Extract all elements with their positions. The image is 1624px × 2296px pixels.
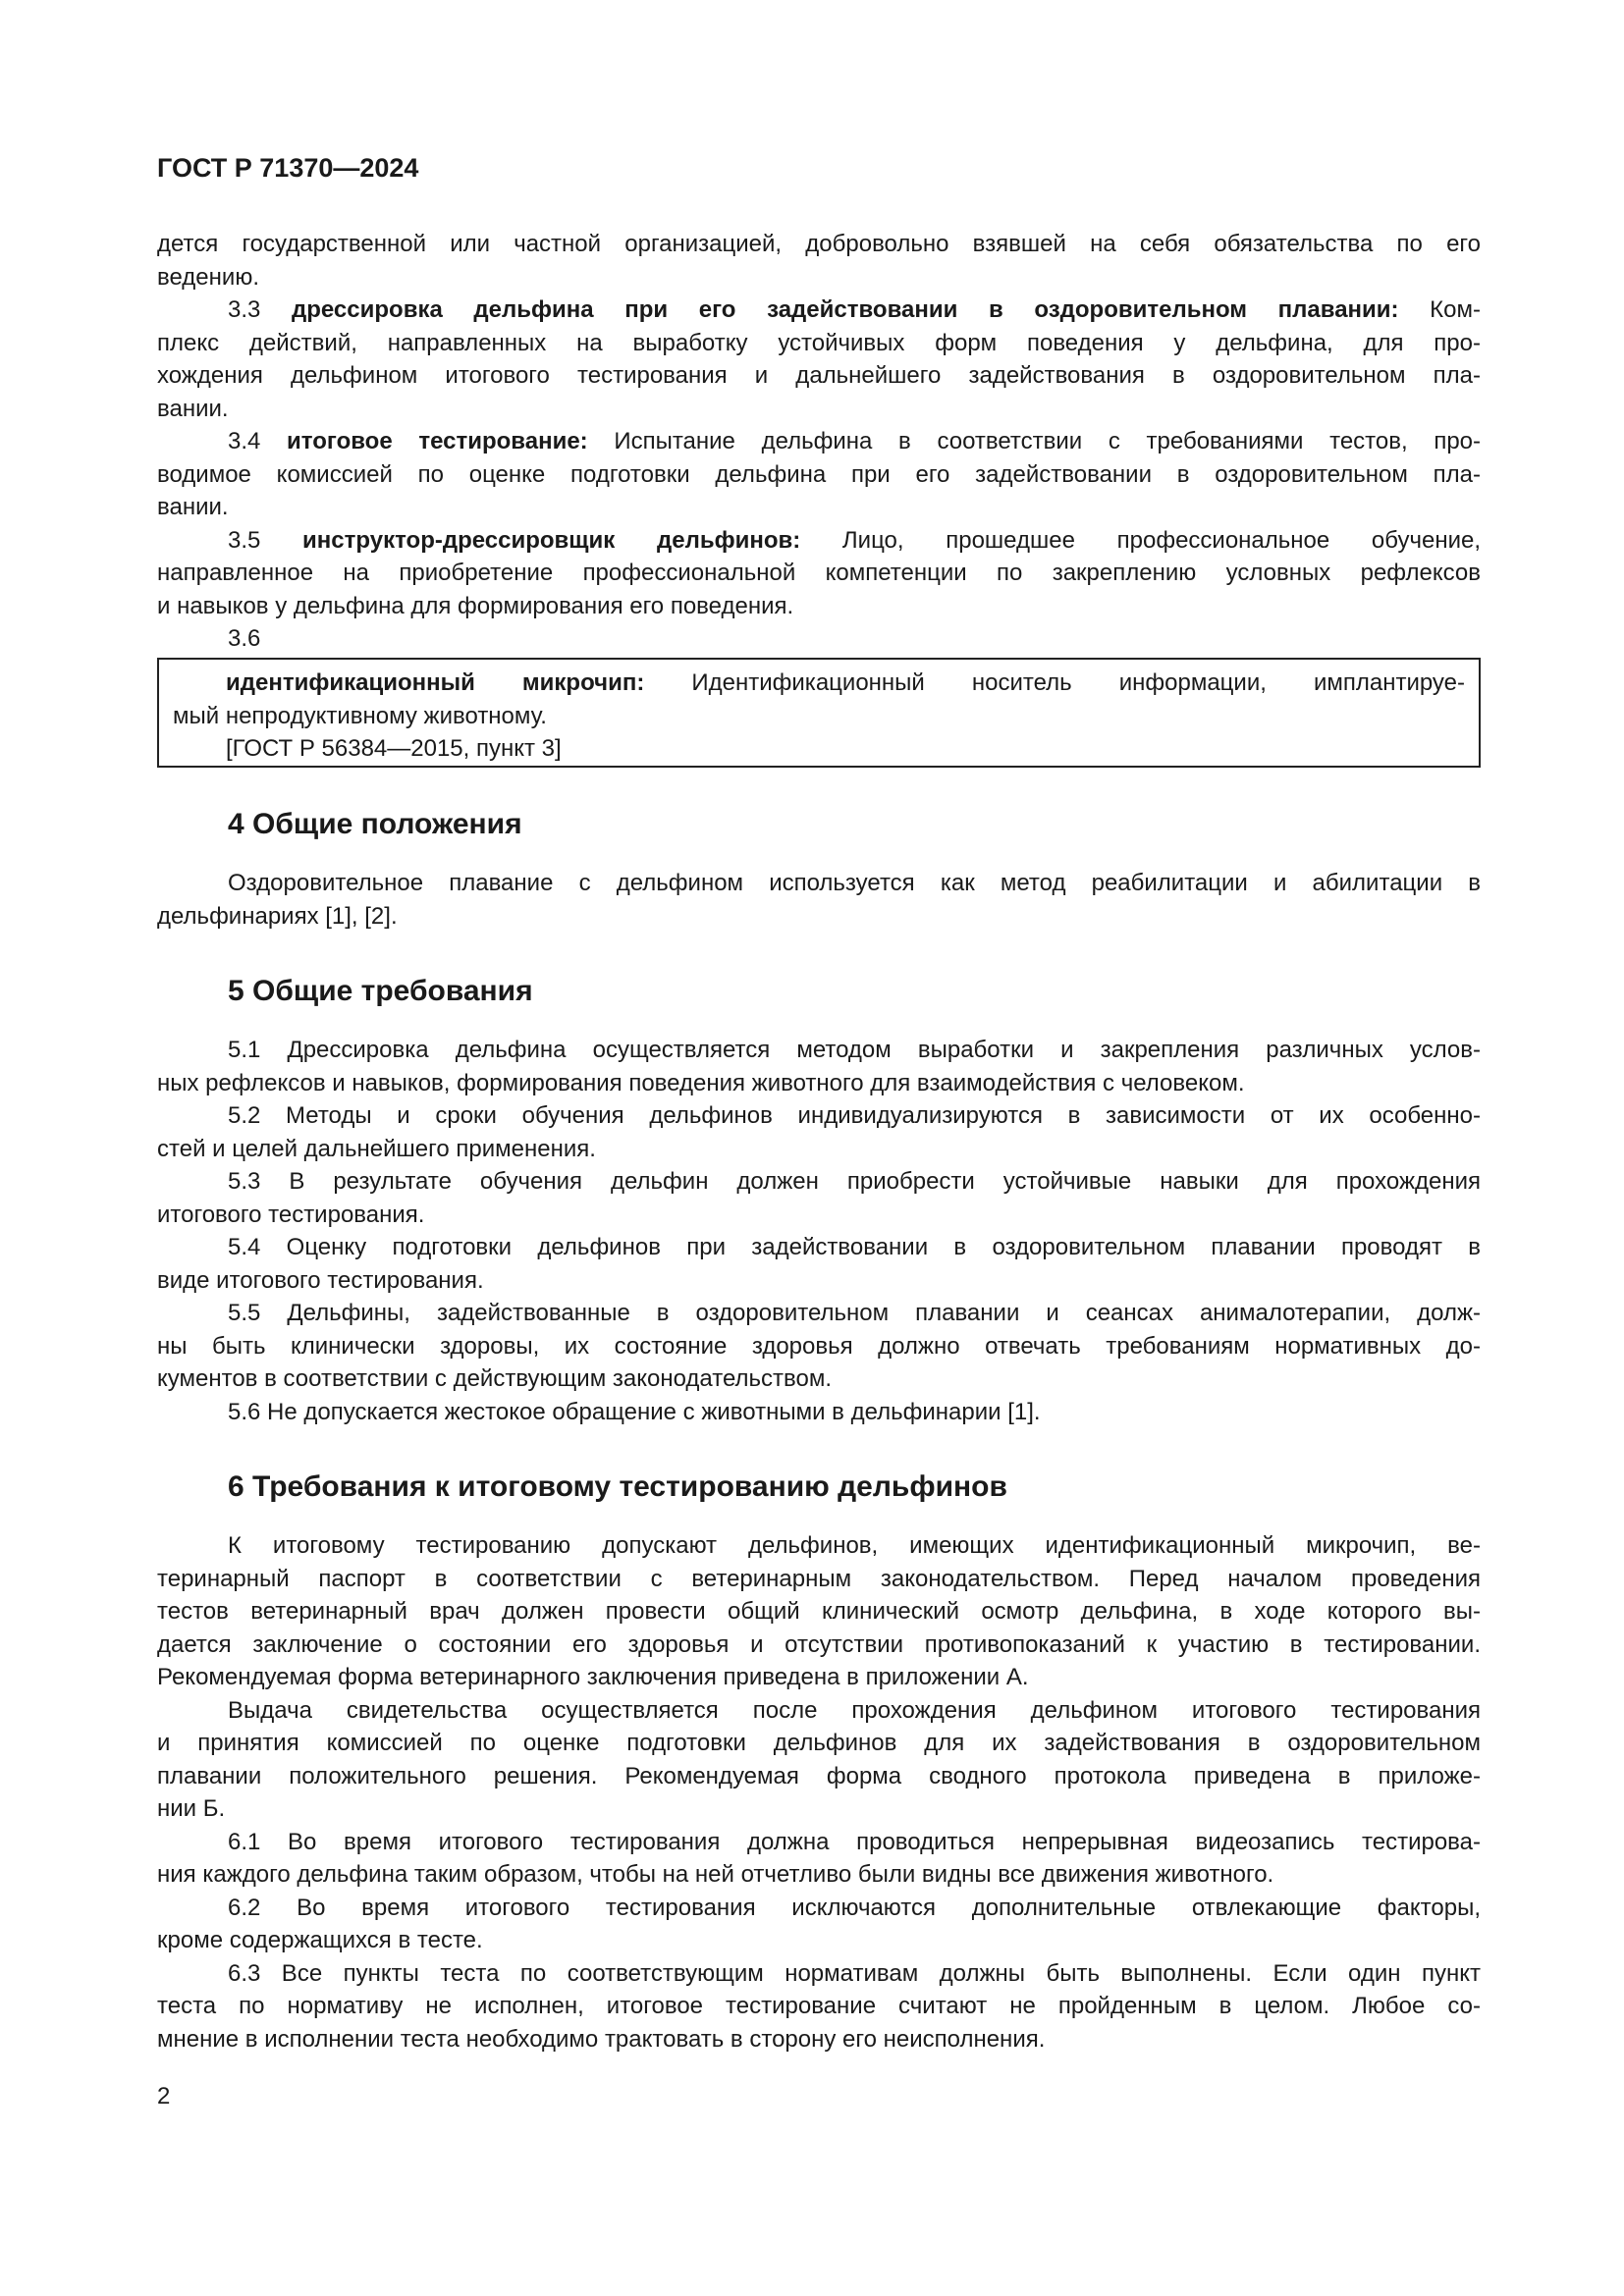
text-span: Ком- — [1398, 296, 1482, 323]
text-line — [157, 425, 1481, 458]
text-span: направленное на приобретение профессиональной компетенции по закреплению условных рефлексов — [157, 560, 1481, 586]
text-span: 5.1 Дрессировка дельфина осуществляется методом выработки и закрепления различных услов- — [228, 1037, 1481, 1063]
text-line — [157, 491, 1481, 524]
text-span: мнение в исполнении теста необходимо трактовать в сторону его неисполнения. — [157, 2025, 1046, 2053]
text-span: водимое комиссией по оценке подготовки дельфина при его задействовании в оздоровительном пла- — [157, 460, 1481, 488]
quoted-definition-box — [157, 658, 1481, 768]
text-line — [157, 393, 1481, 426]
text-line — [157, 458, 1481, 492]
text-span: теста по нормативу не исполнен, итоговое тестирование считают не пройденным в целом. Любое со- — [157, 1993, 1481, 2019]
text-line — [157, 1990, 1481, 2023]
text-span: и навыков у дельфина для формирования его поведения. — [157, 592, 794, 619]
text-span: ных рефлексов и навыков, формирования поведения животного для взаимодействия с человеком. — [157, 1069, 1245, 1096]
microchip-definition — [173, 667, 1465, 766]
defined-term: дрессировка дельфина при его задействовании в оздоровительном плавании: — [292, 296, 1399, 323]
text-line — [157, 1661, 1481, 1694]
text-span: [ГОСТ Р 56384—2015, пункт 3] — [226, 735, 562, 762]
text-span: вании. — [157, 395, 229, 422]
text-line — [157, 1727, 1481, 1760]
text-line — [157, 900, 1481, 934]
text-line — [157, 1760, 1481, 1793]
text-line — [157, 1034, 1481, 1067]
text-line — [157, 1892, 1481, 1925]
text-line — [157, 1231, 1481, 1264]
text-span: Выдача свидетельства осуществляется после прохождения дельфином итогового тестирования — [228, 1696, 1481, 1724]
section-5-heading: 5 Общие требования — [228, 975, 533, 1007]
text-span: 5.4 Оценку подготовки дельфинов при задействовании в оздоровительном плавании проводят в — [228, 1234, 1481, 1260]
text-span: 5.6 Не допускается жестокое обращение с животными в дельфинарии [1]. — [228, 1398, 1041, 1425]
text-span: 6.3 Все пункты теста по соответствующим нормативам должны быть выполнены. Если один пункт — [228, 1959, 1481, 1987]
section-6-heading: 6 Требования к итоговому тестированию дельфинов — [228, 1470, 1007, 1503]
text-span: кроме содержащихся в тесте. — [157, 1927, 483, 1953]
text-span: дельфинариях [1], [2]. — [157, 902, 398, 930]
text-span: 5.5 Дельфины, задействованные в оздоровительном плавании и сеансах анималотерапии, долж- — [228, 1300, 1481, 1326]
text-line — [157, 1330, 1481, 1363]
text-span: хождения дельфином итогового тестирования и дальнейшего задействования в оздоровительном пла- — [157, 362, 1481, 389]
text-line — [157, 524, 1481, 558]
text-span: К итоговому тестированию допускают дельфинов, имеющих идентификационный микрочип, ве- — [228, 1532, 1481, 1559]
text-line — [157, 261, 1481, 294]
section-4-body — [157, 867, 1481, 933]
text-span: нии Б. — [157, 1795, 226, 1822]
text-line — [157, 228, 1481, 261]
text-line — [173, 732, 1465, 766]
text-line — [157, 359, 1481, 393]
text-line — [157, 1924, 1481, 1957]
text-span: плекс действий, направленных на выработку устойчивых форм поведения у дельфина, для про- — [157, 329, 1481, 356]
text-line — [157, 1595, 1481, 1629]
definitions-section — [157, 228, 1481, 656]
text-span: 6.1 Во время итогового тестирования должна проводиться непрерывная видеозапись тестирова- — [228, 1828, 1481, 1855]
text-line — [173, 700, 1465, 733]
text-span: дается заключение о состоянии его здоровья и отсутствии противопоказаний к участию в тестировании. — [157, 1630, 1481, 1658]
text-span: Рекомендуемая форма ветеринарного заключения приведена в приложении А. — [157, 1664, 1029, 1690]
text-span: Испытание дельфина в соответствии с требованиями тестов, про- — [587, 428, 1482, 454]
text-span: 6.2 Во время итогового тестирования исключаются дополнительные отвлекающие факторы, — [228, 1894, 1481, 1921]
document-header-id: ГОСТ Р 71370—2024 — [157, 153, 419, 183]
text-span: дется государственной или частной организацией, добровольно взявшей на себя обязательства по его — [157, 231, 1481, 257]
text-line — [157, 1858, 1481, 1892]
text-line — [157, 1629, 1481, 1662]
text-line — [157, 590, 1481, 623]
text-span: 5.3 В результате обучения дельфин должен приобрести устойчивые навыки для прохождения — [228, 1168, 1481, 1195]
text-line — [157, 1099, 1481, 1133]
text-line — [157, 1362, 1481, 1396]
defined-term: итоговое тестирование: — [287, 428, 588, 454]
text-line — [157, 1957, 1481, 1991]
text-line — [157, 294, 1481, 327]
defined-term: инструктор-дрессировщик дельфинов: — [302, 526, 801, 554]
text-line — [157, 557, 1481, 590]
text-line — [157, 1563, 1481, 1596]
text-line — [157, 327, 1481, 360]
text-span: 3.4 — [228, 428, 288, 454]
text-span: вании. — [157, 494, 229, 520]
text-line — [157, 622, 1481, 656]
text-line — [157, 867, 1481, 900]
text-span: теринарный паспорт в соответствии с ветеринарным законодательством. Перед началом проведения — [157, 1565, 1481, 1592]
text-span: Лицо, прошедшее профессиональное обучение, — [800, 526, 1481, 554]
text-span: Идентификационный носитель информации, имплантируе- — [644, 669, 1466, 696]
section-4-heading: 4 Общие положения — [228, 808, 522, 840]
text-line — [157, 1694, 1481, 1728]
text-line — [157, 1199, 1481, 1232]
text-span: тестов ветеринарный врач должен провести общий клинический осмотр дельфина, в ходе которого вы- — [157, 1598, 1481, 1625]
text-line — [157, 1297, 1481, 1330]
page-number: 2 — [157, 2083, 171, 2109]
text-span: и принятия комиссией по оценке подготовки дельфинов для их задействования в оздоровительном — [157, 1730, 1481, 1756]
text-span: ния каждого дельфина таким образом, чтобы на ней отчетливо были видны все движения животного. — [157, 1861, 1274, 1888]
text-line — [157, 1165, 1481, 1199]
text-span: мый непродуктивному животному. — [173, 702, 547, 729]
text-span: плавании положительного решения. Рекомендуемая форма сводного протокола приведена в приложе- — [157, 1762, 1481, 1789]
defined-term: идентификационный микрочип: — [226, 669, 645, 696]
text-span: виде итогового тестирования. — [157, 1266, 484, 1294]
text-span: итогового тестирования. — [157, 1201, 425, 1228]
text-line — [157, 1826, 1481, 1859]
section-5-body — [157, 1034, 1481, 1428]
text-line — [157, 1264, 1481, 1298]
text-span: кументов в соответствии с действующим законодательством. — [157, 1365, 833, 1392]
text-line — [157, 2023, 1481, 2056]
text-span: стей и целей дальнейшего применения. — [157, 1135, 596, 1162]
text-span: ны быть клинически здоровы, их состояние здоровья должно отвечать требованиям нормативных до- — [157, 1332, 1481, 1360]
text-line — [157, 1792, 1481, 1826]
text-span: 5.2 Методы и сроки обучения дельфинов индивидуализируются в зависимости от их особенно- — [228, 1102, 1481, 1129]
text-span: 3.6 — [228, 625, 261, 652]
text-span: Оздоровительное плавание с дельфином используется как метод реабилитации и абилитации в — [228, 870, 1481, 896]
text-line — [157, 1133, 1481, 1166]
section-6-body — [157, 1529, 1481, 2056]
text-line — [157, 1067, 1481, 1100]
text-span: 3.5 — [228, 526, 303, 554]
text-span: 3.3 — [228, 296, 292, 323]
text-span: ведению. — [157, 263, 259, 291]
text-line — [173, 667, 1465, 700]
text-line — [157, 1529, 1481, 1563]
text-line — [157, 1396, 1481, 1429]
